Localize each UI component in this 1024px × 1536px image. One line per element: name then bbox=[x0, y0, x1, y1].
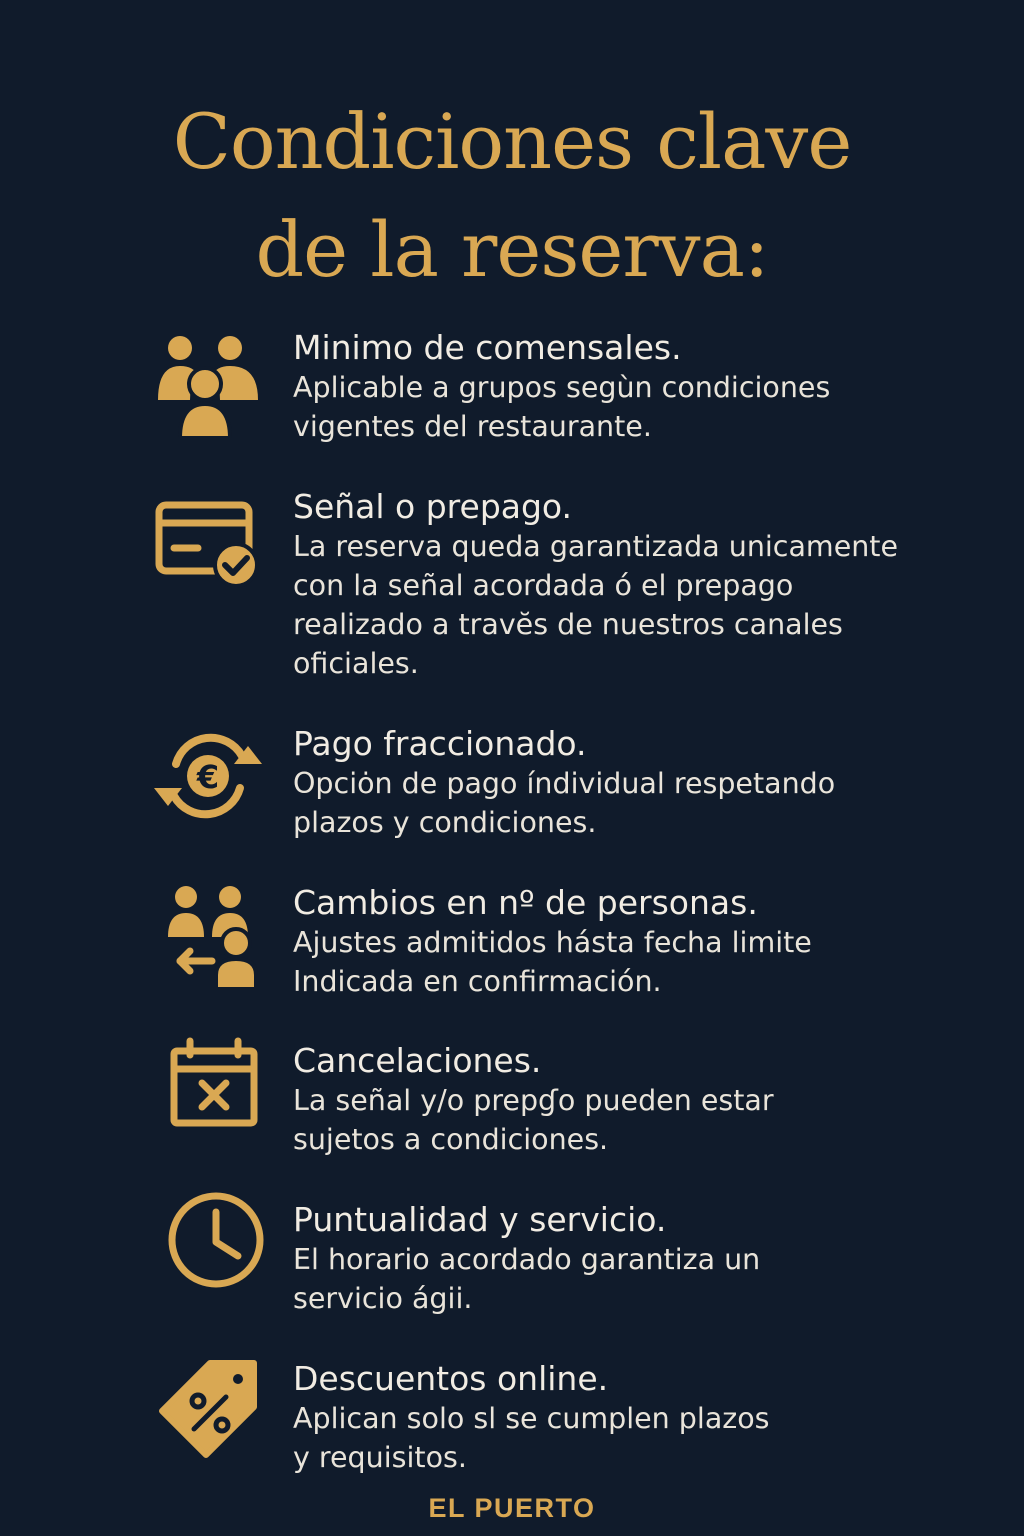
item-text bbox=[293, 724, 933, 842]
item-text bbox=[293, 1200, 933, 1318]
people-change-icon bbox=[150, 879, 266, 995]
title-line-1: Condiciones clave bbox=[172, 97, 852, 186]
item-description-line: Aplicable a grupos segùn condiciones bbox=[293, 371, 831, 404]
credit-card-check-icon bbox=[150, 493, 266, 609]
item-text bbox=[293, 883, 933, 1001]
item-description-line: Ajustes admitidos hásta fecha limite bbox=[293, 926, 812, 959]
item-text bbox=[293, 1359, 933, 1477]
item-heading: Minimo de comensales. bbox=[293, 328, 682, 367]
euro-cycle-icon bbox=[150, 718, 266, 834]
item-description-line: La reserva queda garantizada unicamente bbox=[293, 530, 898, 563]
brand-footer: EL PUERTO bbox=[428, 1493, 596, 1523]
item-description-line: plazos y condiciones. bbox=[293, 806, 597, 839]
item-description-line: Aplican solo sl se cumplen plazos bbox=[293, 1402, 770, 1435]
svg-text:€: € bbox=[196, 758, 220, 796]
item-heading: Cambios en nº de personas. bbox=[293, 883, 758, 922]
calendar-cancel-icon bbox=[150, 1035, 266, 1151]
item-description-line: oficiales. bbox=[293, 647, 419, 680]
item-heading: Descuentos online. bbox=[293, 1359, 609, 1398]
item-description-line: con la señal acordada ó el prepago bbox=[293, 569, 794, 602]
item-heading: Cancelaciones. bbox=[293, 1041, 542, 1080]
item-description-line: realizado a travĕs de nuestros canales bbox=[293, 608, 843, 641]
item-text bbox=[293, 1041, 933, 1159]
discount-tag-icon bbox=[150, 1351, 266, 1467]
item-description-line: sujetos a condiciones. bbox=[293, 1123, 609, 1156]
item-description-line: servicio ágii. bbox=[293, 1282, 473, 1315]
title-line-2: de la reserva: bbox=[255, 205, 769, 294]
item-text bbox=[293, 487, 933, 683]
item-description-line: Opciȯn de pago índividual respetando bbox=[293, 767, 836, 800]
page-title bbox=[0, 88, 1024, 304]
item-heading: Pago fraccionado. bbox=[293, 724, 587, 763]
item-heading: Puntualidad y servicio. bbox=[293, 1200, 667, 1239]
item-heading: Señal o prepago. bbox=[293, 487, 573, 526]
item-description-line: El horario acordado garantiza un bbox=[293, 1243, 761, 1276]
item-description-line: y requisitos. bbox=[293, 1441, 467, 1474]
people-group-icon bbox=[150, 328, 266, 444]
item-description-line: vigentes del restaurante. bbox=[293, 410, 652, 443]
item-description-line: La señal y/o prepɠo pueden estar bbox=[293, 1084, 774, 1117]
item-description-line: Indicada en confirmación. bbox=[293, 965, 662, 998]
clock-icon bbox=[150, 1188, 266, 1304]
item-text bbox=[293, 328, 933, 446]
